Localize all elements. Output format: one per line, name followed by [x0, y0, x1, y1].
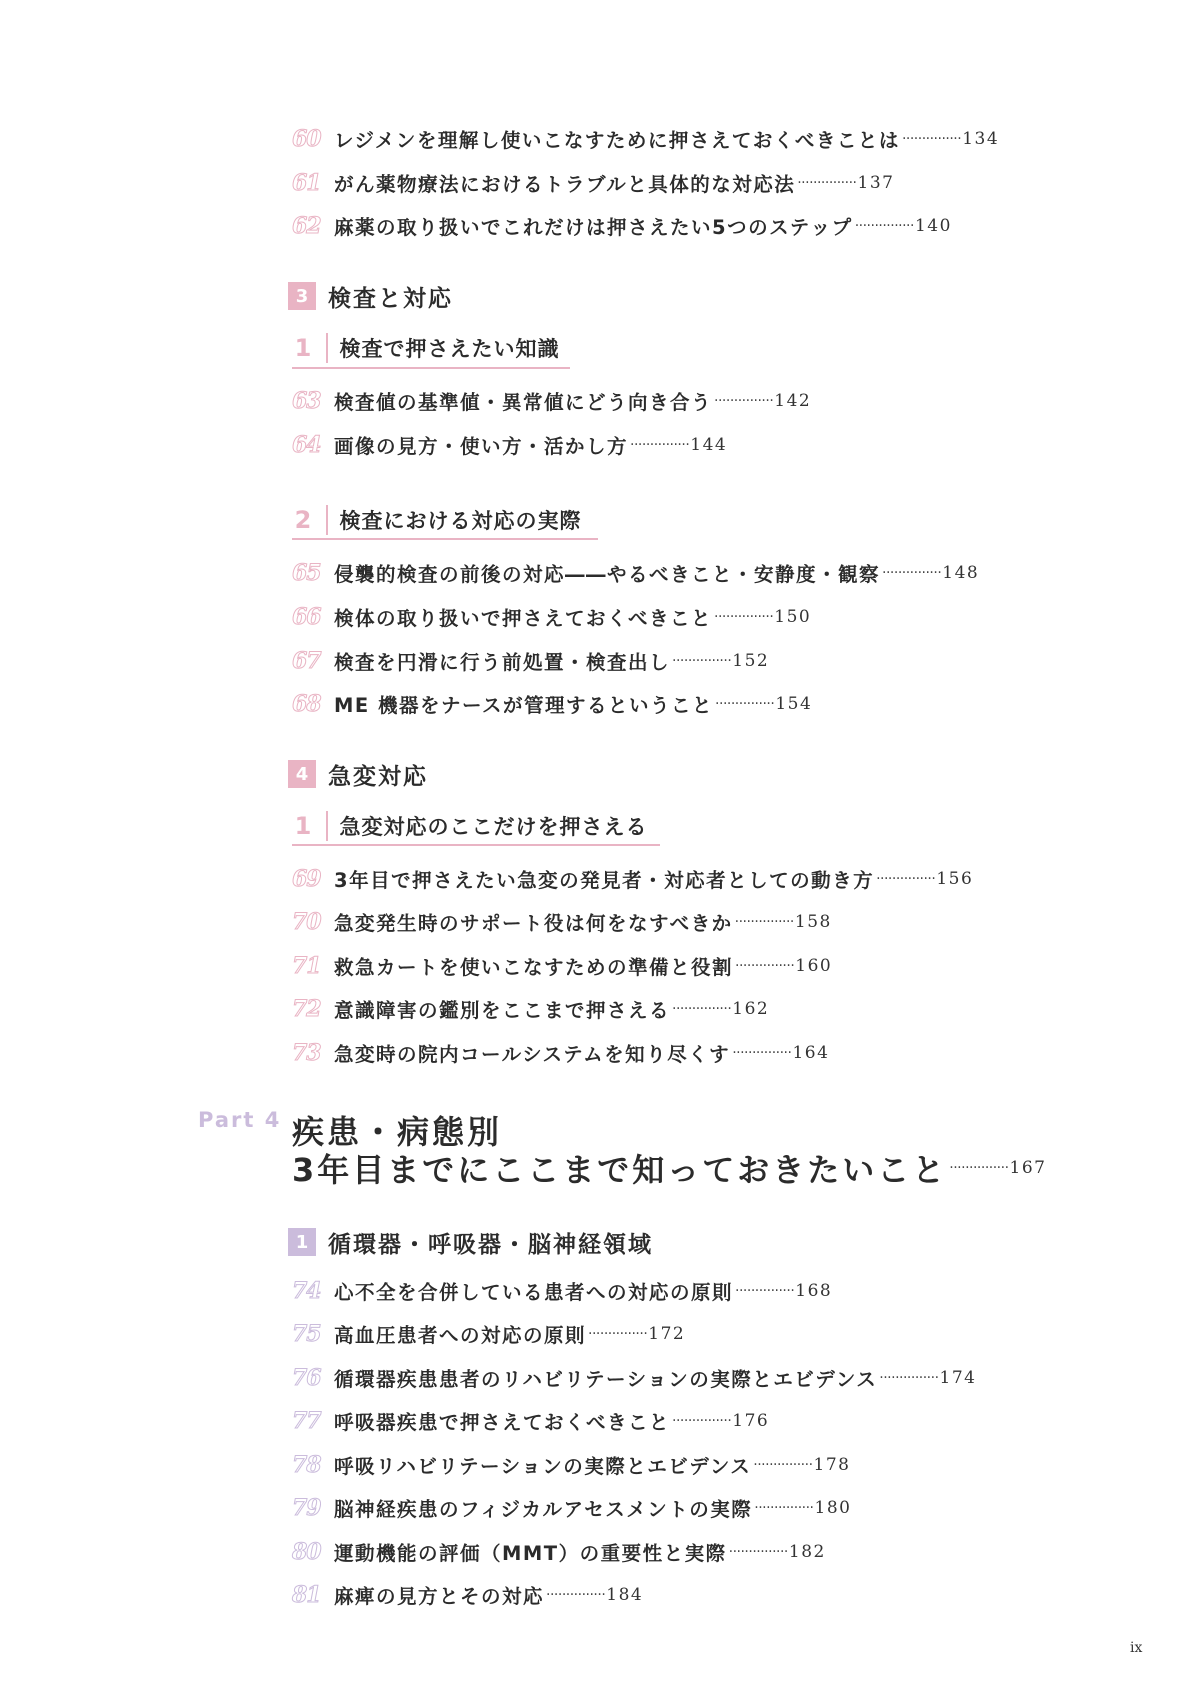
entry-title: 侵襲的検査の前後の対応――やるべきこと・安静度・観察 [334, 563, 881, 586]
entry-title: 意識障害の鑑別をここまで押さえる [334, 999, 671, 1022]
toc-entry[interactable] [292, 166, 894, 200]
leader-dots: ··············· [672, 1413, 732, 1429]
toc-entry[interactable] [292, 556, 979, 590]
subsection-heading [292, 328, 560, 368]
part-title-line1: 疾患・病態別 [292, 1113, 503, 1151]
entry-number: 72 [292, 996, 321, 1022]
section-badge: 4 [288, 760, 316, 788]
subsection-underline [292, 367, 570, 369]
leader-dots: ··············· [672, 1001, 732, 1017]
leader-dots: ··············· [797, 175, 857, 191]
entry-title: 運動機能の評価（MMT）の重要性と実際 [334, 1542, 727, 1565]
toc-entry[interactable] [292, 428, 727, 462]
entry-title: レジメンを理解し使いこなすために押さえておくべきことは [334, 129, 900, 152]
toc-entry[interactable] [292, 1404, 769, 1438]
entry-page: 182 [788, 1542, 826, 1562]
entry-number: 76 [292, 1365, 321, 1391]
toc-entry[interactable] [292, 1491, 851, 1525]
entry-page: 148 [942, 563, 980, 583]
entry-page: 168 [795, 1281, 833, 1301]
entry-number: 71 [292, 953, 321, 979]
entry-title: 循環器疾患患者のリハビリテーションの実際とエビデンス [334, 1368, 878, 1391]
entry-title: 救急カートを使いこなすための準備と役割 [334, 956, 734, 979]
section-heading [288, 278, 453, 314]
part-title-line2: 3年目までにここまで知っておきたいこと [292, 1151, 948, 1189]
entry-page: 142 [774, 391, 812, 411]
entry-number: 62 [292, 213, 321, 239]
leader-dots: ··············· [754, 1500, 814, 1516]
section-badge: 1 [288, 1228, 316, 1256]
leader-dots: ··············· [876, 871, 936, 887]
section-heading [288, 756, 428, 792]
toc-entry[interactable] [292, 1317, 685, 1351]
leader-dots: ··············· [879, 1370, 939, 1386]
toc-entry[interactable] [292, 122, 999, 156]
entry-page: 160 [795, 956, 833, 976]
subsection-number: 2 [294, 506, 312, 534]
part-title-row[interactable] [292, 1146, 1047, 1190]
toc-entry[interactable] [292, 1448, 851, 1482]
entry-title: 麻痺の見方とその対応 [334, 1585, 545, 1608]
entry-page: 174 [939, 1368, 977, 1388]
entry-title: 画像の見方・使い方・活かし方 [334, 435, 629, 458]
entry-page: 164 [792, 1043, 830, 1063]
toc-entry[interactable] [292, 687, 812, 721]
page-folio: ix [1130, 1640, 1143, 1656]
subsection-divider [326, 505, 328, 535]
entry-number: 75 [292, 1321, 321, 1347]
entry-number: 61 [292, 170, 321, 196]
leader-dots: ··············· [882, 565, 942, 581]
leader-dots: ··············· [728, 1544, 788, 1560]
leader-dots: ··············· [854, 218, 914, 234]
section-title: 急変対応 [328, 763, 428, 790]
toc-entry[interactable] [292, 600, 811, 634]
entry-number: 60 [292, 126, 321, 152]
entry-title: 脳神経疾患のフィジカルアセスメントの実際 [334, 1498, 753, 1521]
entry-title: ME 機器をナースが管理するということ [334, 694, 714, 717]
entry-number: 64 [292, 432, 321, 458]
entry-number: 66 [292, 604, 321, 630]
entry-page: 172 [648, 1324, 686, 1344]
subsection-divider [326, 333, 328, 363]
leader-dots: ··············· [630, 437, 690, 453]
section-badge: 3 [288, 282, 316, 310]
leader-dots: ··············· [735, 1283, 795, 1299]
entry-number: 77 [292, 1408, 321, 1434]
toc-entry[interactable] [292, 1036, 829, 1070]
entry-page: 134 [962, 129, 1000, 149]
entry-number: 65 [292, 560, 321, 586]
part-page: 167 [1009, 1158, 1047, 1178]
entry-page: 156 [936, 869, 974, 889]
leader-dots: ··············· [732, 1045, 792, 1061]
entry-number: 81 [292, 1582, 321, 1608]
leader-dots: ··············· [901, 131, 962, 147]
entry-title: 3年目で押さえたい急変の発見者・対応者としての動き方 [334, 869, 875, 892]
entry-number: 79 [292, 1495, 321, 1521]
entry-page: 176 [732, 1411, 770, 1431]
entry-title: がん薬物療法におけるトラブルと具体的な対応法 [334, 173, 796, 196]
entry-number: 68 [292, 691, 321, 717]
subsection-number: 1 [294, 812, 312, 840]
entry-number: 80 [292, 1539, 321, 1565]
entry-page: 152 [732, 651, 770, 671]
entry-number: 67 [292, 648, 321, 674]
entry-page: 154 [775, 694, 813, 714]
entry-number: 73 [292, 1040, 321, 1066]
leader-dots: ··············· [949, 1160, 1009, 1176]
leader-dots: ··············· [735, 958, 795, 974]
entry-title: 高血圧患者への対応の原則 [334, 1324, 587, 1347]
entry-page: 150 [774, 607, 812, 627]
entry-number: 74 [292, 1278, 321, 1304]
subsection-title: 急変対応のここだけを押さえる [339, 815, 648, 839]
leader-dots: ··············· [753, 1457, 813, 1473]
entry-page: 140 [914, 216, 952, 236]
entry-page: 180 [814, 1498, 852, 1518]
entry-title: 検体の取り扱いで押さえておくべきこと [334, 607, 713, 630]
toc-entry[interactable] [292, 862, 973, 896]
entry-page: 162 [732, 999, 770, 1019]
entry-title: 検査を円滑に行う前処置・検査出し [334, 651, 671, 674]
entry-title: 検査値の基準値・異常値にどう向き合う [334, 391, 713, 414]
part-label: Part 4 [198, 1108, 282, 1132]
toc-entry[interactable] [292, 905, 832, 939]
section-heading [288, 1224, 653, 1260]
toc-entry[interactable] [292, 1578, 643, 1612]
toc-entry[interactable] [292, 1361, 977, 1395]
leader-dots: ··············· [546, 1587, 606, 1603]
leader-dots: ··············· [672, 653, 732, 669]
subsection-number: 1 [294, 334, 312, 362]
leader-dots: ··············· [734, 914, 794, 930]
entry-page: 158 [794, 912, 832, 932]
leader-dots: ··············· [715, 696, 775, 712]
section-title: 検査と対応 [328, 285, 453, 312]
entry-number: 70 [292, 909, 321, 935]
subsection-divider [326, 811, 328, 841]
entry-number: 78 [292, 1452, 321, 1478]
entry-title: 急変発生時のサポート役は何をなすべきか [334, 912, 733, 935]
toc-entry[interactable] [292, 384, 811, 418]
toc-entry[interactable] [292, 1274, 832, 1308]
entry-title: 心不全を合併している患者への対応の原則 [334, 1281, 734, 1304]
subsection-underline [292, 538, 598, 540]
entry-page: 178 [813, 1455, 851, 1475]
entry-title: 呼吸リハビリテーションの実際とエビデンス [334, 1455, 752, 1478]
toc-entry[interactable] [292, 949, 832, 983]
entry-title: 麻薬の取り扱いでこれだけは押さえたい5つのステップ [334, 216, 853, 239]
leader-dots: ··············· [714, 609, 774, 625]
section-title: 循環器・呼吸器・脳神経領域 [328, 1231, 653, 1258]
entry-page: 137 [857, 173, 895, 193]
toc-entry[interactable] [292, 992, 769, 1026]
entry-number: 69 [292, 866, 321, 892]
toc-entry[interactable] [292, 1535, 826, 1569]
leader-dots: ··············· [588, 1326, 648, 1342]
toc-entry[interactable] [292, 644, 769, 678]
entry-page: 144 [690, 435, 728, 455]
entry-number: 63 [292, 388, 321, 414]
leader-dots: ··············· [714, 393, 774, 409]
subsection-title: 検査における対応の実際 [339, 509, 582, 533]
entry-page: 184 [606, 1585, 644, 1605]
subsection-underline [292, 844, 660, 846]
entry-title: 呼吸器疾患で押さえておくべきこと [334, 1411, 671, 1434]
subsection-title: 検査で押さえたい知識 [339, 337, 560, 361]
subsection-heading [292, 500, 582, 540]
entry-title: 急変時の院内コールシステムを知り尽くす [334, 1043, 731, 1066]
subsection-heading [292, 806, 648, 846]
toc-entry[interactable] [292, 209, 952, 243]
